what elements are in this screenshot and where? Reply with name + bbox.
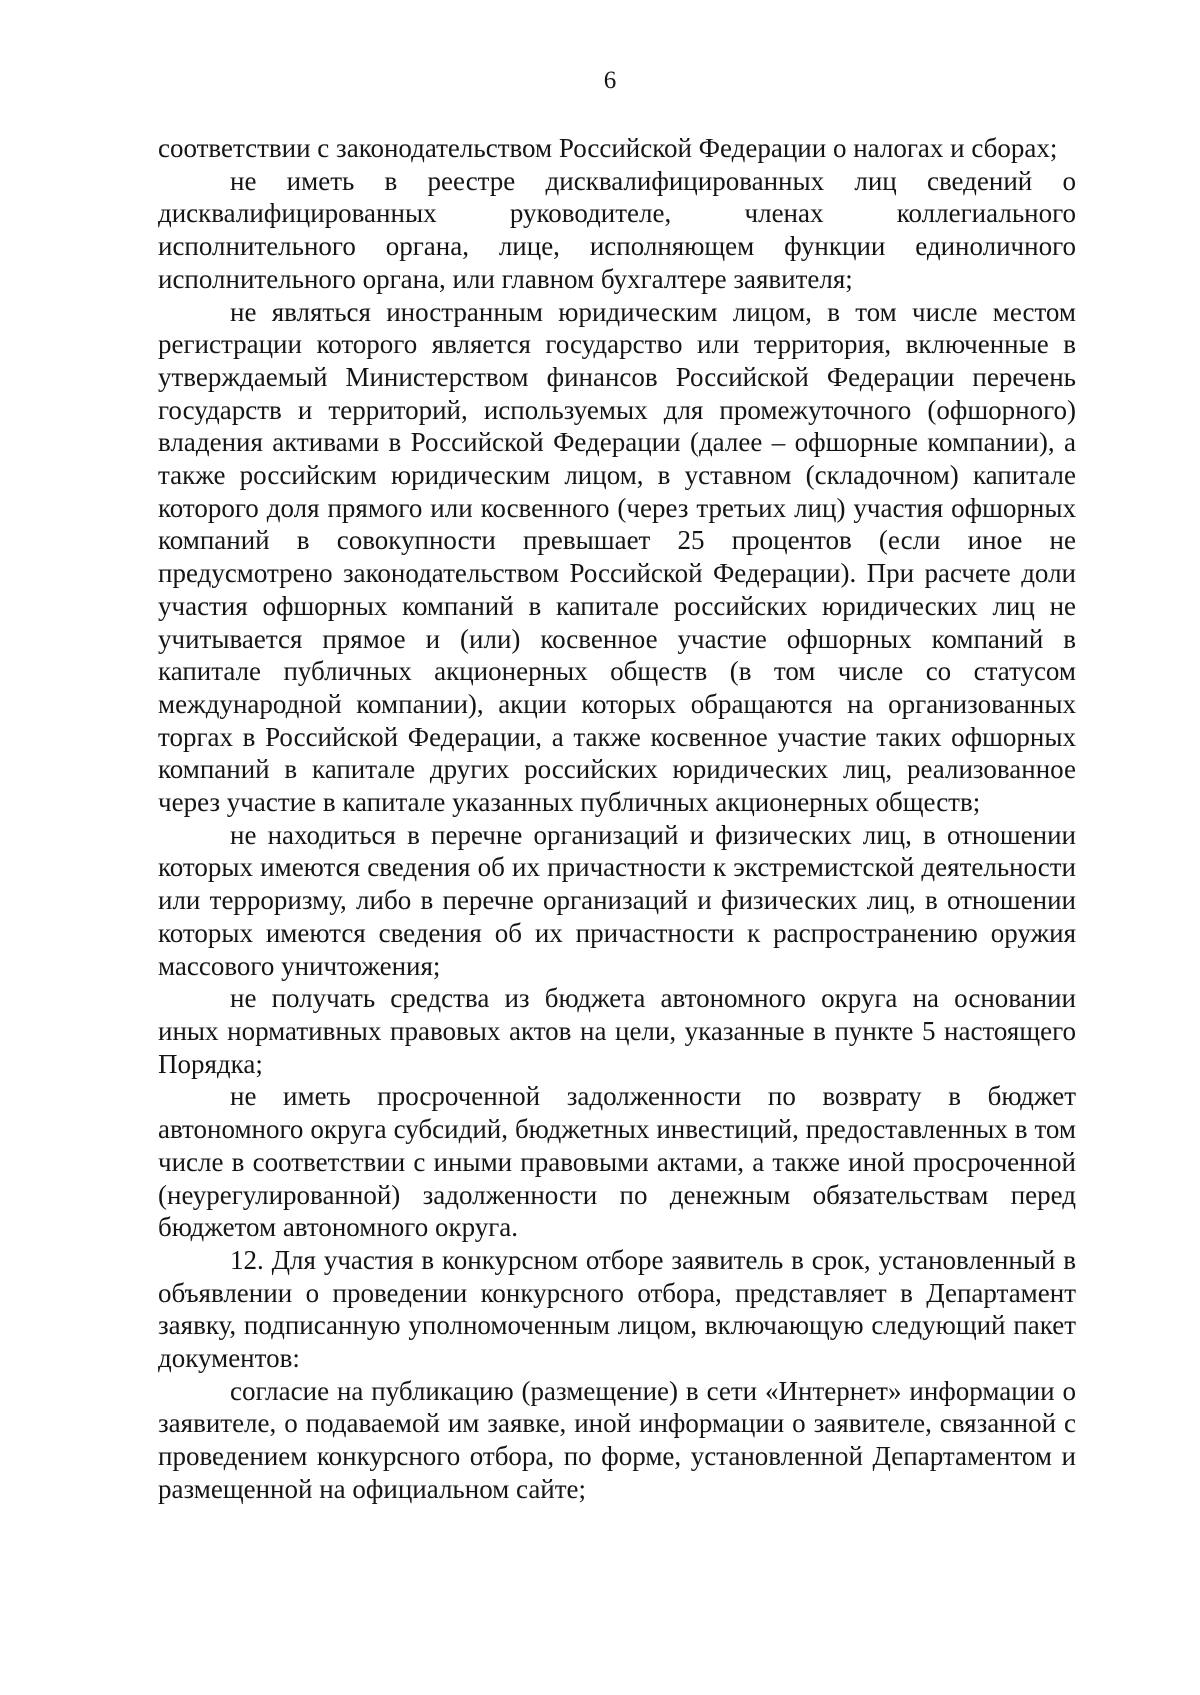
document-body xyxy=(158,132,1076,1506)
paragraph-publication-consent: согласие на публикацию (размещение) в сети «Интернет» информации о заявителе, о подаваемой им заявке, иной информации о заявителе, связанной с проведением конкурсного отбора, по форме, установленной Департаментом и размещенной на официальном сайте; xyxy=(158,1375,1076,1504)
paragraph-other-budget-funds: не получать средства из бюджета автономного округа на основании иных нормативных правовых актов на цели, указанные в пункте 5 настоящего Порядка; xyxy=(158,983,1076,1079)
paragraph-disqualified-persons: не иметь в реестре дисквалифицированных лиц сведений о дисквалифицированных руководителе, членах коллегиального исполнительного органа, лице, исполняющем функции единоличного исполнительного органа, или главном бухгалтере заявителя; xyxy=(158,165,1076,294)
page-number: 6 xyxy=(603,67,617,94)
paragraph-extremism-lists: не находиться в перечне организаций и физических лиц, в отношении которых имеются сведения об их причастности к экстремистской деятельности или терроризму, либо в перечне организаций и физических лиц, в отношении которых имеются сведения об их причастности к распространению оружия массового уничтожения; xyxy=(158,819,1076,981)
paragraph-overdue-debt: не иметь просроченной задолженности по возврату в бюджет автономного округа субсидий, бюджетных инвестиций, предоставленных в том числе в соответствии с иными правовыми актами, а также иной просроченной (неурегулированной) задолженности по денежным обязательствам перед бюджетом автономного округа. xyxy=(158,1081,1076,1243)
paragraph-tax-compliance-continuation: соответствии с законодательством Российской Федерации о налогах и сборах; xyxy=(158,133,1058,163)
paragraph-item-12-application: 12. Для участия в конкурсном отборе заявитель в срок, установленный в объявлении о проведении конкурсного отбора, представляет в Департамент заявку, подписанную уполномоченным лицом, включающую следующий пакет документов: xyxy=(158,1244,1076,1374)
paragraph-offshore-companies: не являться иностранным юридическим лицом, в том числе местом регистрации которого является государство или территория, включенные в утверждаемый Министерством финансов Российской Федерации перечень государств и территорий, используемых для промежуточного (офшорного) владения активами в Российской Федерации (далее – офшорные компании), а также российским юридическим лицом, в уставном (складочном) капитале которого доля прямого или косвенного (через третьих лиц) участия офшорных компаний в совокупности превышает 25 процентов (если иное не предусмотрено законодательством Российской Федерации). При расчете доли участия офшорных компаний в капитале российских юридических лиц не учитывается прямое и (или) косвенное участие офшорных компаний в капитале публичных акционерных обществ (в том числе со статусом международной компании), акции которых обращаются на организованных торгах в Российской Федерации, а также косвенное участие таких офшорных компаний в капитале других российских юридических лиц, реализованное через участие в капитале указанных публичных акционерных обществ; xyxy=(158,296,1076,818)
